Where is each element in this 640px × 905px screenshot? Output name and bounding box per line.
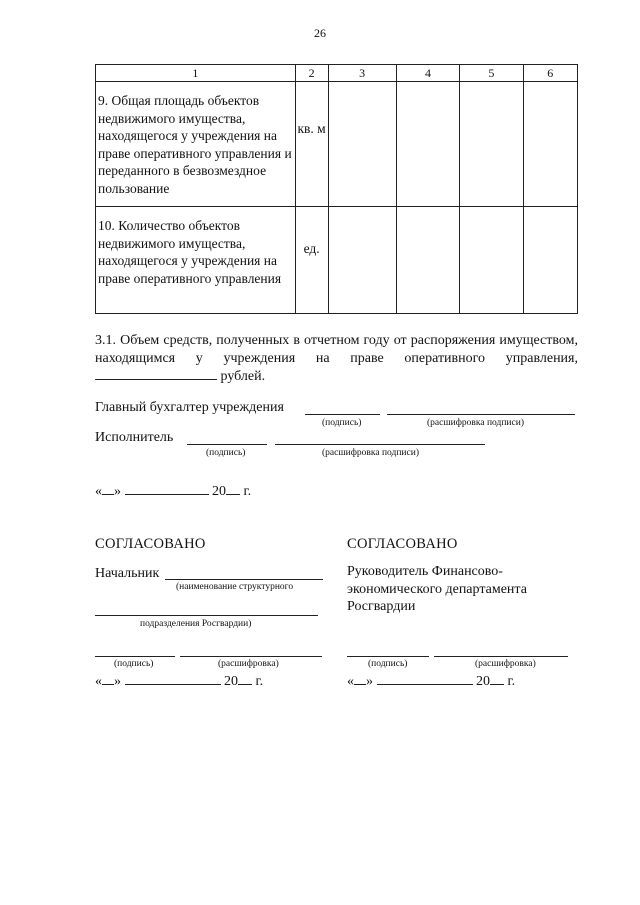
value-cell[interactable] [396,207,459,314]
value-cell[interactable] [460,207,523,314]
date-day-field[interactable] [102,672,114,685]
unit-name-field-2[interactable] [95,615,318,616]
table-row [96,207,578,314]
left-date-line: « » 20 г. [95,674,264,689]
decoding-caption: (расшифровка) [218,659,279,669]
column-header: 6 [523,65,578,82]
value-cell[interactable] [396,82,459,207]
value-cell[interactable] [523,207,578,314]
right-signature-field[interactable] [347,656,429,657]
approval-heading-left: СОГЛАСОВАНО [95,536,206,552]
value-cell[interactable] [460,82,523,207]
date-month-field[interactable] [125,482,209,495]
date-month-field[interactable] [377,672,473,685]
chief-accountant-decoding-field[interactable] [387,414,575,415]
column-header: 1 [96,65,296,82]
date-day-field[interactable] [102,482,114,495]
right-decoding-field[interactable] [434,656,568,657]
decoding-caption: (расшифровка) [475,659,536,669]
decoding-caption: (расшифровка подписи) [322,448,419,458]
unit-cell: кв. м [297,121,326,136]
indicator-name: 10. Количество объектов недвижимого имущества, находящегося у учреждения на праве оперативного управления [98,218,282,286]
page-number: 26 [314,26,326,40]
signature-caption: (подпись) [206,448,246,458]
column-header: 5 [460,65,523,82]
decoding-caption: (расшифровка подписи) [427,418,524,428]
left-signature-field[interactable] [95,656,175,657]
column-header: 2 [295,65,328,82]
unit-name-caption-2: подразделения Росгвардии) [140,619,252,629]
executor-decoding-field[interactable] [275,444,485,445]
chief-label: Начальник [95,566,160,581]
signature-caption: (подпись) [368,659,408,669]
approval-heading-right: СОГЛАСОВАНО [347,536,458,552]
date-day-field[interactable] [354,672,366,685]
date-month-field[interactable] [125,672,221,685]
value-cell[interactable] [328,207,396,314]
executor-signature-field[interactable] [187,444,267,445]
right-date-line: « » 20 г. [347,674,516,689]
unit-name-caption: (наименование структурного [176,582,294,592]
chief-accountant-signature-field[interactable] [305,414,380,415]
date-year-field[interactable] [238,672,252,685]
unit-name-field[interactable] [165,579,323,580]
column-header: 4 [396,65,459,82]
signature-caption: (подпись) [114,659,154,669]
table-header-row [96,65,578,82]
value-cell[interactable] [523,82,578,207]
chief-accountant-label: Главный бухгалтер учреждения [95,400,284,415]
executor-label: Исполнитель [95,430,174,445]
table-row [96,82,578,207]
signature-caption: (подпись) [322,418,362,428]
date-year-field[interactable] [490,672,504,685]
date-line: « » 20 г. [95,484,252,499]
column-header: 3 [328,65,396,82]
amount-field[interactable] [95,367,217,380]
value-cell[interactable] [328,82,396,207]
property-table [95,64,578,314]
unit-cell: ед. [303,241,320,256]
date-year-field[interactable] [226,482,240,495]
right-approver-title: Руководитель Финансово-экономического департамента Росгвардии [347,564,527,614]
funds-paragraph: 3.1. Объем средств, полученных в отчетном году от распоряжения имуществом, находящимся у учреждения на праве оперативного управления, рублей. [95,333,578,384]
left-decoding-field[interactable] [180,656,322,657]
indicator-name: 9. Общая площадь объектов недвижимого имущества, находящегося у учреждения на праве оперативного управления и переданного в безвозмездное пользование [98,93,292,196]
